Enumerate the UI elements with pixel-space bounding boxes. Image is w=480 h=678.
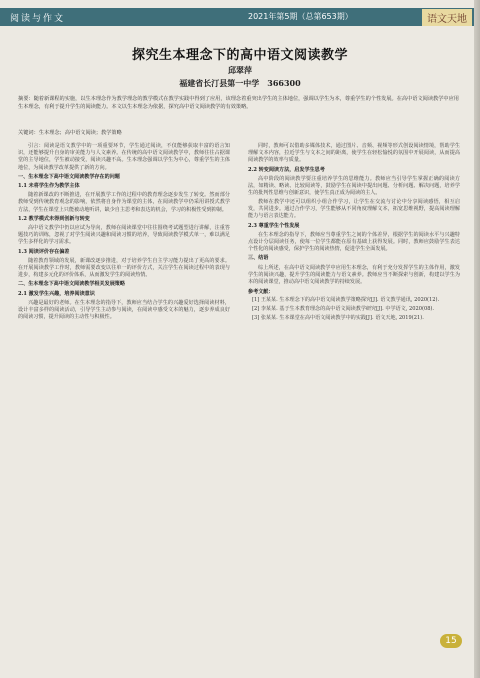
subsection-heading: 2.2 转变阅读方法，启发学生思考 [248, 166, 325, 173]
journal-brand: 语文天地 [422, 9, 472, 26]
article-abstract: 摘要：随着新课程的实施，以生本理念作为教学理念的教学模式在教学实践中得到了应用，该理念着重突出学生的主体地位，强调以学生为本，尊重学生的个性发展。在高中语文阅读教学中应用生本理念，有利于提升学生的阅读能力。本文以生本理念为依据，探究高中语文阅读教学的有效策略。 [18, 96, 459, 110]
article-keywords: 关键词：生本理念；高中语文阅读；教学策略 [18, 130, 122, 136]
subsection-heading: 1.1 未将学生作为教学主体 [18, 183, 80, 190]
paragraph: 随着新课改的不断推进，在开展教学工作的过程中的教育理念逐步发生了转变。然而部分教师受到传统教育观念的影响，依然将自身作为课堂的主体，在阅读教学中仍采用讲授式教学方法，学生在课堂上只能被动地听讲，缺少自主思考和表达的机会，学习的积极性受到抑制。 [18, 192, 230, 213]
section-name: 阅读与作文 [10, 14, 66, 24]
page-binding-edge [474, 0, 480, 678]
right-column [248, 143, 460, 323]
paragraph: 随着教育领域的发展，新课改逐步推进，对于培养学生自主学习能力提出了更高的要求。在开展阅读教学工作时，教师需要改变以往单一的评价方式，关注学生在阅读过程中的表现与进步，构建多元化的评价体系，从而激发学生的阅读热情。 [18, 257, 230, 279]
subsection-heading: 1.3 阅读评价存在偏差 [18, 248, 70, 255]
paragraph: 高中语文教学中仍以应试为导向，教师在阅读课堂中往往围绕考试题型进行讲解，注重答题技巧的训练，忽视了对学生阅读兴趣和阅读习惯的培养，导致阅读教学模式单一，难以满足学生多样化的学习需求。 [18, 225, 230, 246]
section-heading: 三、结语 [248, 255, 269, 262]
issue-info: 2021年第5期（总第653期） [248, 12, 353, 21]
article-author: 邱翠萍 [228, 65, 252, 75]
reference-item: [1] 王某某. 生本理念下的高中语文阅读教学策略探究[J]. 语文教学通讯, 2020(12). [252, 297, 440, 304]
paragraph: 兴趣是最好的老师。在生本理念的指导下，教师应当结合学生的兴趣爱好选择阅读材料，设计丰富多样的阅读活动，引导学生主动参与阅读，在阅读中感受文本的魅力，逐步养成良好的阅读习惯，提升阅读的主动性与积极性。 [18, 299, 230, 321]
section-heading: 一、生本理念下高中语文阅读教学存在的问题 [18, 173, 120, 180]
reference-item: [2] 李某某. 基于生本教育理念的高中语文阅读教学研究[J]. 中学语文, 2020(08). [252, 306, 435, 313]
article-affiliation: 福建省长汀县第一中学 366300 [179, 78, 301, 88]
section-heading: 二、生本理念下高中语文阅读教学相关发展策略 [18, 281, 125, 288]
reference-item: [3] 张某某. 生本课堂在高中语文阅读教学中的实践[J]. 语文天地, 2019(21). [252, 314, 424, 321]
subsection-heading: 1.2 教学模式未得到创新与转变 [18, 215, 90, 222]
paragraph: 高中阶段的阅读教学要注重培养学生的思维能力。教师应当引导学生掌握正确的阅读方法，如精读、略读、比较阅读等，鼓励学生在阅读中提出问题、分析问题、解决问题，培养学生的批判性思维与创新意识，使学生真正成为阅读的主人。 [248, 175, 460, 197]
subsection-heading: 2.3 尊重学生个性发展 [248, 222, 300, 229]
paragraph: 同时，教师可以借助多媒体技术，通过图片、音频、视频等形式创设阅读情境，帮助学生理解文本内容，拉近学生与文本之间的距离，使学生在轻松愉悦的氛围中开展阅读，从而提高阅读教学的效率与质量。 [248, 143, 460, 164]
paragraph: 在生本理念的指导下，教师应当尊重学生之间的个体差异，根据学生的阅读水平与兴趣特点设计分层阅读任务，使每一位学生都能在原有基础上获得发展。同时，教师应鼓励学生表达个性化的阅读感受，保护学生的阅读热情，促进学生全面发展。 [248, 231, 460, 253]
article-title: 探究生本理念下的高中语文阅读教学 [131, 48, 348, 63]
page-number-badge: 15 [440, 634, 462, 648]
paragraph: 综上所述，在高中语文阅读教学中应用生本理念，有利于充分发挥学生的主体作用，激发学生的阅读兴趣，提升学生的阅读能力与语文素养。教师应当不断探索与创新，构建以学生为本的阅读课堂，推动高中语文阅读教学的持续发展。 [248, 264, 460, 285]
paragraph: 引言：阅读是语文教学中的一项重要环节，学生通过阅读，不仅能够获取丰富的语言知识，还能够提升自身的审美能力与人文素养。在传统的高中语文阅读教学中，教师往往占据课堂的主导地位，学生被动接受，阅读兴趣不高。生本理念强调以学生为中心，尊重学生的主体地位，为阅读教学改革提供了新的方向。 [18, 143, 230, 171]
paragraph: 教师在教学中还可以组织小组合作学习，让学生在交流与讨论中分享阅读感悟，相互启发，共同进步。通过合作学习，学生能够从不同角度理解文本，拓宽思维视野，提高阅读理解能力与语言表达能力。 [248, 198, 460, 220]
left-column [18, 143, 230, 323]
subsection-heading: 2.1 激发学生兴趣，培养阅读意识 [18, 290, 95, 297]
references-heading: 参考文献： [248, 289, 274, 296]
journal-header-bar [0, 8, 480, 26]
